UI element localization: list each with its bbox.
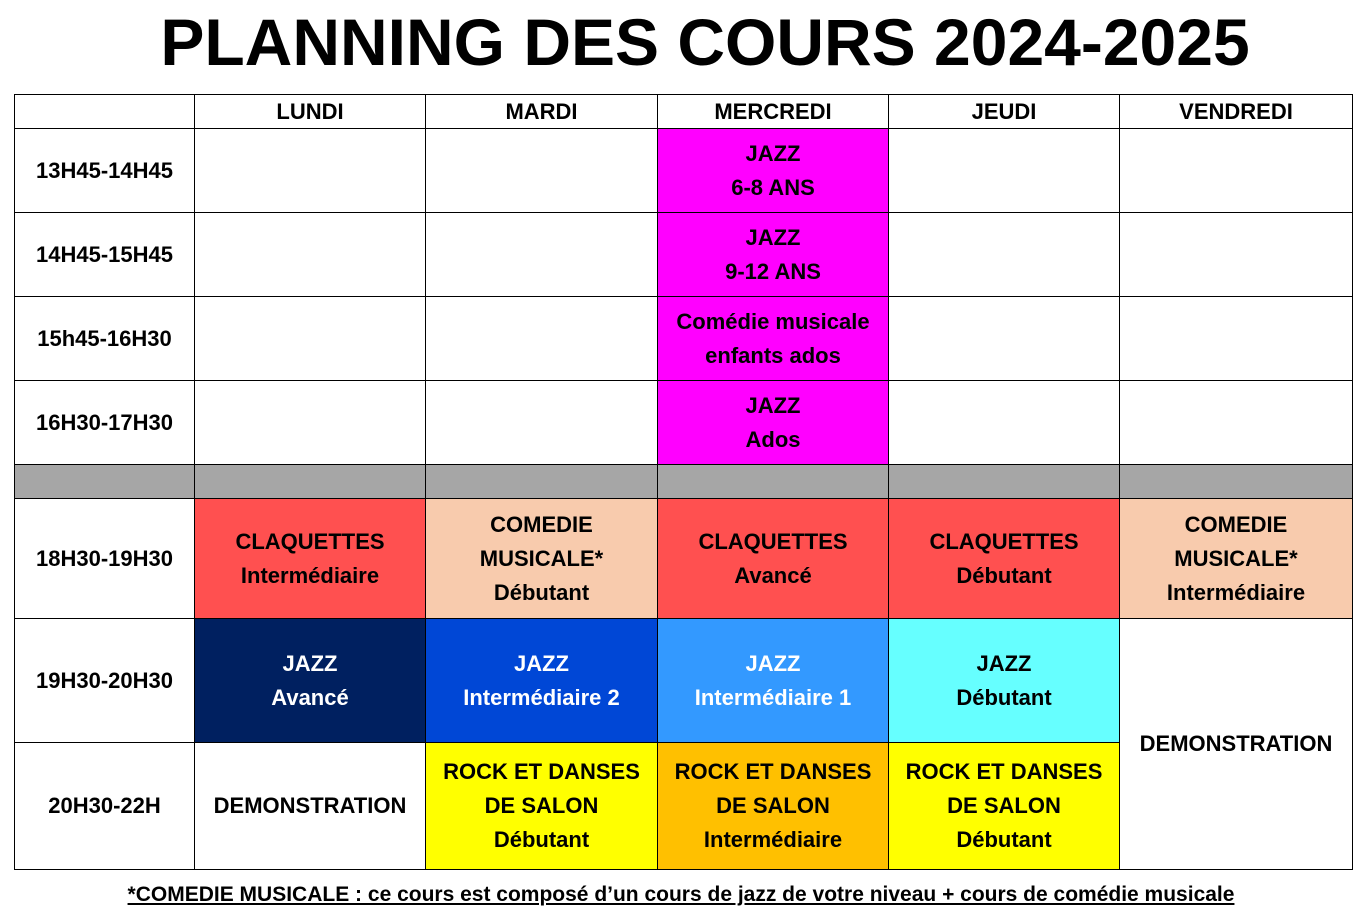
course-name: ROCK ET DANSES (905, 759, 1103, 784)
separator-cell (889, 465, 1120, 499)
empty-cell (195, 129, 426, 213)
empty-cell (1120, 381, 1353, 465)
course-cell (195, 619, 426, 743)
time-slot: 15h45-16H30 (15, 297, 195, 381)
separator-cell (426, 465, 658, 499)
course-cell (426, 743, 658, 870)
separator-cell (1120, 465, 1353, 499)
table-row (15, 381, 1353, 465)
footnote: *COMEDIE MUSICALE : ce cours est composé d’un cours de jazz de votre niveau + cours de comédie musicale (127, 883, 1235, 906)
course-name: MUSICALE* (1174, 545, 1298, 571)
course-level: Débutant (956, 562, 1052, 588)
course-name: JAZZ (745, 650, 801, 676)
empty-cell (195, 297, 426, 381)
course-name: JAZZ (514, 650, 569, 676)
course-name: CLAQUETTES (929, 528, 1079, 554)
table-row (15, 129, 1353, 213)
course-cell (658, 129, 889, 213)
time-slot: 13H45-14H45 (15, 129, 195, 213)
course-cell (658, 381, 889, 465)
course-level: 9-12 ANS (725, 258, 821, 284)
table-row (15, 297, 1353, 381)
course-name: ROCK ET DANSES (443, 759, 640, 784)
separator-cell (15, 465, 195, 499)
time-slot: 20H30-22H (15, 743, 195, 870)
course-name: DEMONSTRATION (213, 793, 407, 818)
course-name: CLAQUETTES (235, 528, 385, 554)
empty-cell (1120, 213, 1353, 297)
day-header-jeudi: JEUDI (889, 95, 1120, 129)
course-cell (658, 297, 889, 381)
empty-cell (889, 213, 1120, 297)
course-level: Débutant (956, 827, 1052, 852)
course-name: DE SALON (484, 793, 599, 818)
course-name: JAZZ (976, 650, 1032, 676)
time-slot: 18H30-19H30 (15, 499, 195, 619)
course-level: Débutant (493, 579, 590, 605)
day-header-lundi: LUNDI (195, 95, 426, 129)
time-slot: 19H30-20H30 (15, 619, 195, 743)
course-cell (889, 499, 1120, 619)
course-level: Intermédiaire (703, 827, 843, 852)
course-name: JAZZ (745, 392, 801, 418)
course-cell (658, 619, 889, 743)
separator-cell (195, 465, 426, 499)
empty-cell (1120, 297, 1353, 381)
course-level: Intermédiaire (240, 562, 380, 588)
empty-cell (889, 129, 1120, 213)
course-cell (426, 619, 658, 743)
course-level: Avancé (734, 562, 812, 588)
empty-cell (195, 381, 426, 465)
course-name: JAZZ (745, 140, 801, 166)
course-name: COMEDIE (1184, 511, 1288, 537)
empty-cell (426, 297, 658, 381)
separator-cell (658, 465, 889, 499)
empty-cell (889, 381, 1120, 465)
table-row (15, 499, 1353, 619)
empty-cell (1120, 129, 1353, 213)
time-slot: 16H30-17H30 (15, 381, 195, 465)
table-row (15, 213, 1353, 297)
course-cell (195, 499, 426, 619)
course-name: DE SALON (716, 793, 830, 818)
course-cell (889, 619, 1120, 743)
course-level: Intermédiaire 1 (694, 684, 852, 710)
course-name: COMEDIE (490, 511, 593, 537)
course-cell (426, 499, 658, 619)
time-slot: 14H45-15H45 (15, 213, 195, 297)
demonstration-cell (1120, 619, 1353, 870)
course-level: Débutant (956, 684, 1052, 710)
separator-row (15, 465, 1353, 499)
empty-cell (426, 213, 658, 297)
course-level: Ados (745, 426, 801, 452)
course-cell (658, 213, 889, 297)
header-row (15, 95, 1353, 129)
demonstration-cell (195, 743, 426, 870)
course-name: MUSICALE* (479, 545, 604, 571)
course-name: Comédie musicale (676, 308, 870, 334)
empty-cell (426, 129, 658, 213)
empty-cell (889, 297, 1120, 381)
day-header-mercredi: MERCREDI (658, 95, 889, 129)
empty-cell (195, 213, 426, 297)
day-header-mardi: MARDI (426, 95, 658, 129)
course-name: JAZZ (282, 650, 338, 676)
course-name: ROCK ET DANSES (674, 759, 872, 784)
course-name: CLAQUETTES (698, 528, 848, 554)
course-cell (889, 743, 1120, 870)
schedule-table (14, 94, 1353, 870)
page-title: PLANNING DES COURS 2024-2025 (160, 5, 1250, 79)
course-level: Débutant (493, 827, 590, 852)
course-level: Intermédiaire (1166, 579, 1306, 605)
course-cell (658, 743, 889, 870)
day-header-vendredi: VENDREDI (1120, 95, 1353, 129)
course-level: Intermédiaire 2 (463, 684, 620, 710)
course-name: DE SALON (947, 793, 1061, 818)
table-row (15, 619, 1353, 743)
course-cell (1120, 499, 1353, 619)
empty-cell (426, 381, 658, 465)
course-name: JAZZ (745, 224, 801, 250)
course-cell (658, 499, 889, 619)
course-level: 6-8 ANS (731, 174, 815, 200)
course-level: enfants ados (705, 342, 841, 368)
course-level: Avancé (271, 684, 349, 710)
course-name: DEMONSTRATION (1139, 731, 1333, 756)
corner-cell (15, 95, 195, 129)
